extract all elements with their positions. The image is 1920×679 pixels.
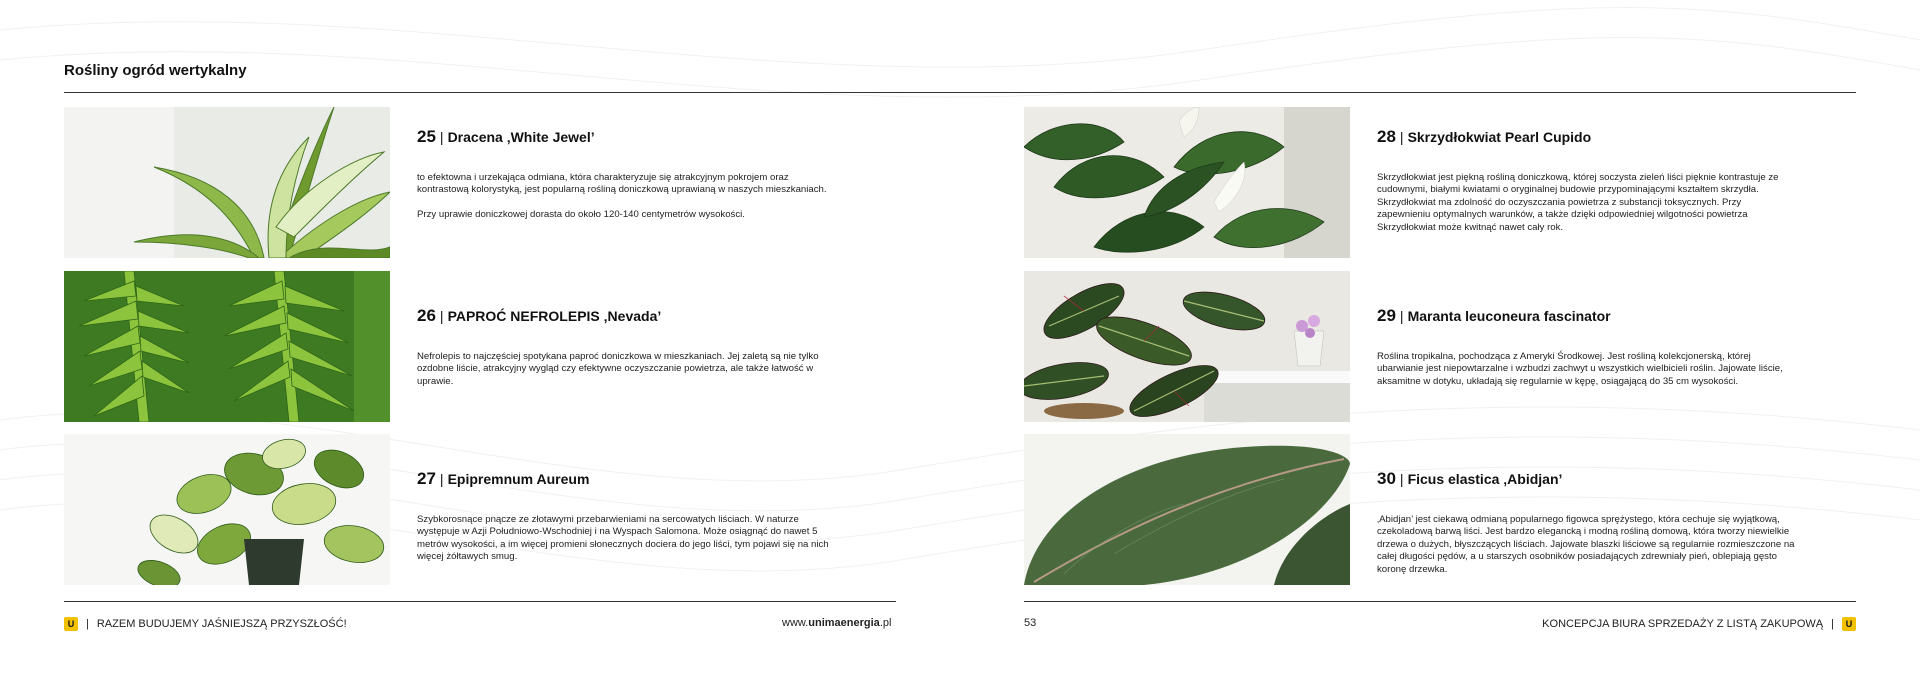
footer-separator: |: [86, 618, 89, 630]
plant-photo-dracena: [64, 107, 390, 258]
plant-number: 30: [1377, 469, 1396, 488]
description-paragraph: Roślina tropikalna, pochodząca z Ameryki Środkowej. Jest rośliną kolekcjonerską, której ubarwianie jest niepowtarzalne i wzbudzi zachwyt u wszystkich wielbicieli roślin. Jajowate liście, aksamitne w dotyku, układają się regularnie w kępę, osiągającą do 35 cm wysokości.: [1377, 351, 1783, 387]
plant-description: [417, 514, 837, 564]
logo-icon: U: [64, 617, 78, 631]
url-prefix: www.: [782, 617, 809, 629]
header-divider: [64, 92, 1856, 93]
url-suffix: .pl: [879, 617, 892, 629]
footer-separator: |: [1831, 618, 1834, 630]
plant-card-25: [64, 107, 864, 258]
url-domain: unimaenergia: [808, 617, 880, 629]
plant-name: Maranta leuconeura fascinator: [1407, 308, 1611, 324]
plant-description: [1377, 351, 1797, 388]
description-paragraph: ‚Abidjan’ jest ciekawą odmianą popularnego figowca sprężystego, która cechuje się wyjątkową, czekoladową barwą liści. Jest bardzo elegancką i modną rośliną domową, która tworzy niewielkie drzewa o dużych, błyszczących liściach. Jajowate blaszki liściowe są regularnie rozmieszczone na całej długości pędów, a u starszych osobników posiadających zdrewniały pień, oblepiają gęsto koronę drzewka.: [1377, 514, 1795, 575]
footer-divider-left: [64, 601, 896, 602]
plant-photo-nefrolepis: [64, 271, 390, 422]
section-title: Rośliny ogród wertykalny: [64, 62, 247, 79]
plant-number: 26: [417, 306, 436, 325]
plant-description: [1377, 172, 1797, 234]
heading-separator: |: [439, 129, 444, 145]
heading-separator: |: [1399, 129, 1404, 145]
plant-name: Epipremnum Aureum: [447, 471, 590, 487]
description-paragraph: Skrzydłokwiat jest piękną rośliną doniczkową, której soczysta zieleń liści pięknie kontrastuje ze cudownymi, białymi kwiatami o oryginalnej budowie przypominającymi kształtem skrzydła. Skrzydłokwiat ma zdolność do oczyszczania powietrza z substancji toksycznych. Przy zapewnieniu optymalnych warunków, a także dzięki odpowiedniej wilgotności powietrza Skrzydłokwiat może kwitnąć nawet cały rok.: [1377, 172, 1779, 233]
footer-doc-title: KONCEPCJA BIURA SPRZEDAŻY Z LISTĄ ZAKUPOWĄ: [1542, 618, 1824, 630]
plant-name: Ficus elastica ‚Abidjan’: [1407, 471, 1563, 487]
page-number: 53: [1024, 617, 1037, 629]
plant-description: [417, 172, 837, 221]
description-paragraph: Przy uprawie doniczkowej dorasta do około 120-140 centymetrów wysokości.: [417, 208, 745, 220]
plant-number: 29: [1377, 306, 1396, 325]
plant-name: Skrzydłokwiat Pearl Cupido: [1407, 129, 1592, 145]
plant-heading: [1377, 469, 1797, 489]
heading-separator: |: [1399, 471, 1404, 487]
plant-number: 28: [1377, 127, 1396, 146]
plant-card-26: [64, 271, 864, 422]
plant-card-30: [1024, 434, 1824, 585]
plant-name: Dracena ‚White Jewel’: [447, 129, 595, 145]
plant-description: [417, 351, 837, 388]
plant-description: [1377, 514, 1797, 576]
footer-left: [64, 617, 347, 631]
description-paragraph: Szybkorosnące pnącze ze złotawymi przebarwieniami na sercowatych liściach. W naturze występuje w Azji Południowo-Wschodniej i na Wyspach Salomona. Może osiągnąć do nawet 5 metrów wysokości, a im więcej promieni słonecznych dociera do jego liści, tym pojawi się na nich więcej żółtawych smug.: [417, 514, 829, 563]
plant-card-28: [1024, 107, 1824, 258]
plant-photo-epipremnum: [64, 434, 390, 585]
plant-heading: [417, 306, 837, 326]
footer-slogan: RAZEM BUDUJEMY JAŚNIEJSZĄ PRZYSZŁOŚĆ!: [96, 618, 347, 630]
footer-divider-right: [1024, 601, 1856, 602]
plant-photo-ficus: [1024, 434, 1350, 585]
description-paragraph: to efektowna i urzekająca odmiana, która charakteryzuje się atrakcyjnym pokrojem oraz kontrastową kolorystyką, jest popularną rośliną doniczkową uprawianą w naszych mieszkaniach.: [417, 172, 827, 196]
plant-number: 27: [417, 469, 436, 488]
plant-number: 25: [417, 127, 436, 146]
plant-card-29: [1024, 271, 1824, 422]
heading-separator: |: [1399, 308, 1404, 324]
plant-photo-skrzydlokwiat: [1024, 107, 1350, 258]
heading-separator: |: [439, 308, 444, 324]
heading-separator: |: [439, 471, 444, 487]
description-paragraph: Nefrolepis to najczęściej spotykana paproć doniczkowa w mieszkaniach. Jej zaletą są nie tylko ozdobne liście, atrakcyjny wygląd czy efektywne oczyszczanie powietrza, ale także łatwość w uprawie.: [417, 351, 819, 387]
footer-website-link[interactable]: [782, 617, 891, 629]
plant-heading: [1377, 127, 1797, 147]
plant-heading: [417, 127, 837, 147]
plant-photo-maranta: [1024, 271, 1350, 422]
plant-heading: [417, 469, 837, 489]
plant-card-27: [64, 434, 864, 585]
logo-icon: U: [1842, 617, 1856, 631]
plant-name: PAPROĆ NEFROLEPIS ‚Nevada’: [447, 308, 662, 324]
footer-right: [1542, 617, 1856, 631]
plant-heading: [1377, 306, 1797, 326]
